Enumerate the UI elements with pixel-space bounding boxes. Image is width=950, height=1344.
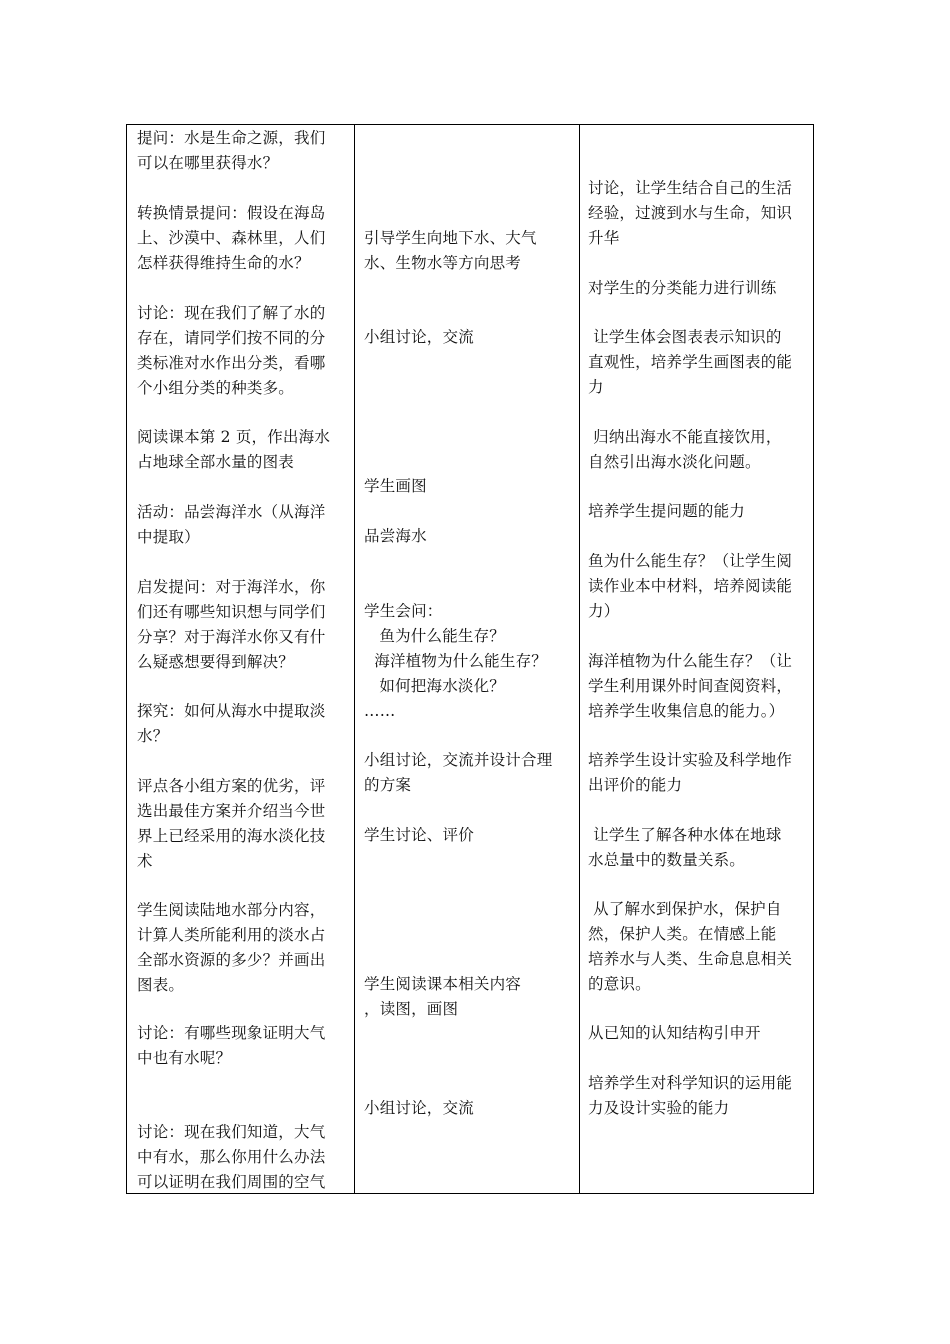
text-block: 让学生体会图表表示知识的 直观性，培养学生画图表的能 力 bbox=[588, 328, 793, 396]
text-block: 品尝海水 bbox=[364, 527, 427, 545]
text-block: 让学生了解各种水体在地球 水总量中的数量关系。 bbox=[588, 826, 782, 869]
design-intent-column bbox=[579, 125, 813, 1193]
text-block: 提问：水是生命之源，我们 可以在哪里获得水？ bbox=[137, 129, 326, 172]
student-activity-column bbox=[354, 125, 579, 1193]
text-block: 讨论：现在我们了解了水的 存在，请同学们按不同的分 类标准对水作出分类，看哪 个小组分类的种类多。 bbox=[137, 304, 326, 397]
text-block: 学生阅读课本相关内容 ，读图，画图 bbox=[364, 975, 522, 1018]
text-block: 讨论，让学生结合自己的生活 经验，过渡到水与生命，知识 升华 bbox=[588, 179, 793, 247]
text-block: 引导学生向地下水、大气 水、生物水等方向思考 bbox=[364, 229, 537, 272]
teacher-activity-column bbox=[127, 125, 354, 1193]
text-block: 学生会问： 鱼为什么能生存？ 海洋植物为什么能生存？ 如何把海水淡化？ …… bbox=[364, 602, 547, 720]
text-block: 评点各小组方案的优劣，评 选出最佳方案并介绍当今世 界上已经采用的海水淡化技 术 bbox=[137, 777, 326, 870]
text-block: 讨论：现在我们知道，大气 中有水，那么你用什么办法 可以证明在我们周围的空气 bbox=[137, 1123, 326, 1191]
text-block: 探究：如何从海水中提取淡 水？ bbox=[137, 702, 326, 745]
text-block: 启发提问：对于海洋水，你 们还有哪些知识想与同学们 分享？对于海洋水你又有什 么疑惑想要得到解决？ bbox=[137, 578, 326, 671]
text-block: 转换情景提问：假设在海岛 上、沙漠中、森林里，人们 怎样获得维持生命的水？ bbox=[137, 204, 326, 272]
text-block: 阅读课本第 2 页，作出海水 占地球全部水量的图表 bbox=[137, 428, 331, 471]
text-block: 从了解水到保护水，保护自 然，保护人类。在情感上能 培养水与人类、生命息息相关 的意识。 bbox=[588, 900, 793, 993]
text-block: 鱼为什么能生存？（让学生阅 读作业本中材料，培养阅读能 力） bbox=[588, 552, 793, 620]
text-block: 小组讨论，交流 bbox=[364, 328, 474, 346]
text-block: 培养学生设计实验及科学地作 出评价的能力 bbox=[588, 751, 793, 794]
text-block: 海洋植物为什么能生存？（让 学生利用课外时间查阅资料， 培养学生收集信息的能力。） bbox=[588, 652, 793, 720]
text-block: 归纳出海水不能直接饮用， 自然引出海水淡化问题。 bbox=[588, 428, 782, 471]
text-block: 学生阅读陆地水部分内容， 计算人类所能利用的淡水占 全部水资源的多少？并画出 图表。 bbox=[137, 901, 326, 994]
text-block: 小组讨论，交流 bbox=[364, 1099, 474, 1117]
text-block: 培养学生对科学知识的运用能 力及设计实验的能力 bbox=[588, 1074, 793, 1117]
text-block: 学生讨论、评价 bbox=[364, 826, 474, 844]
text-block: 活动：品尝海洋水（从海洋 中提取） bbox=[137, 503, 326, 546]
text-block: 学生画图 bbox=[364, 477, 427, 495]
text-block: 讨论：有哪些现象证明大气 中也有水呢？ bbox=[137, 1024, 326, 1067]
text-block: 培养学生提问题的能力 bbox=[588, 502, 746, 520]
text-block: 从已知的认知结构引申开 bbox=[588, 1024, 761, 1042]
text-block: 对学生的分类能力进行训练 bbox=[588, 279, 777, 297]
lesson-plan-table bbox=[126, 124, 814, 1194]
text-block: 小组讨论，交流并设计合理 的方案 bbox=[364, 751, 553, 794]
